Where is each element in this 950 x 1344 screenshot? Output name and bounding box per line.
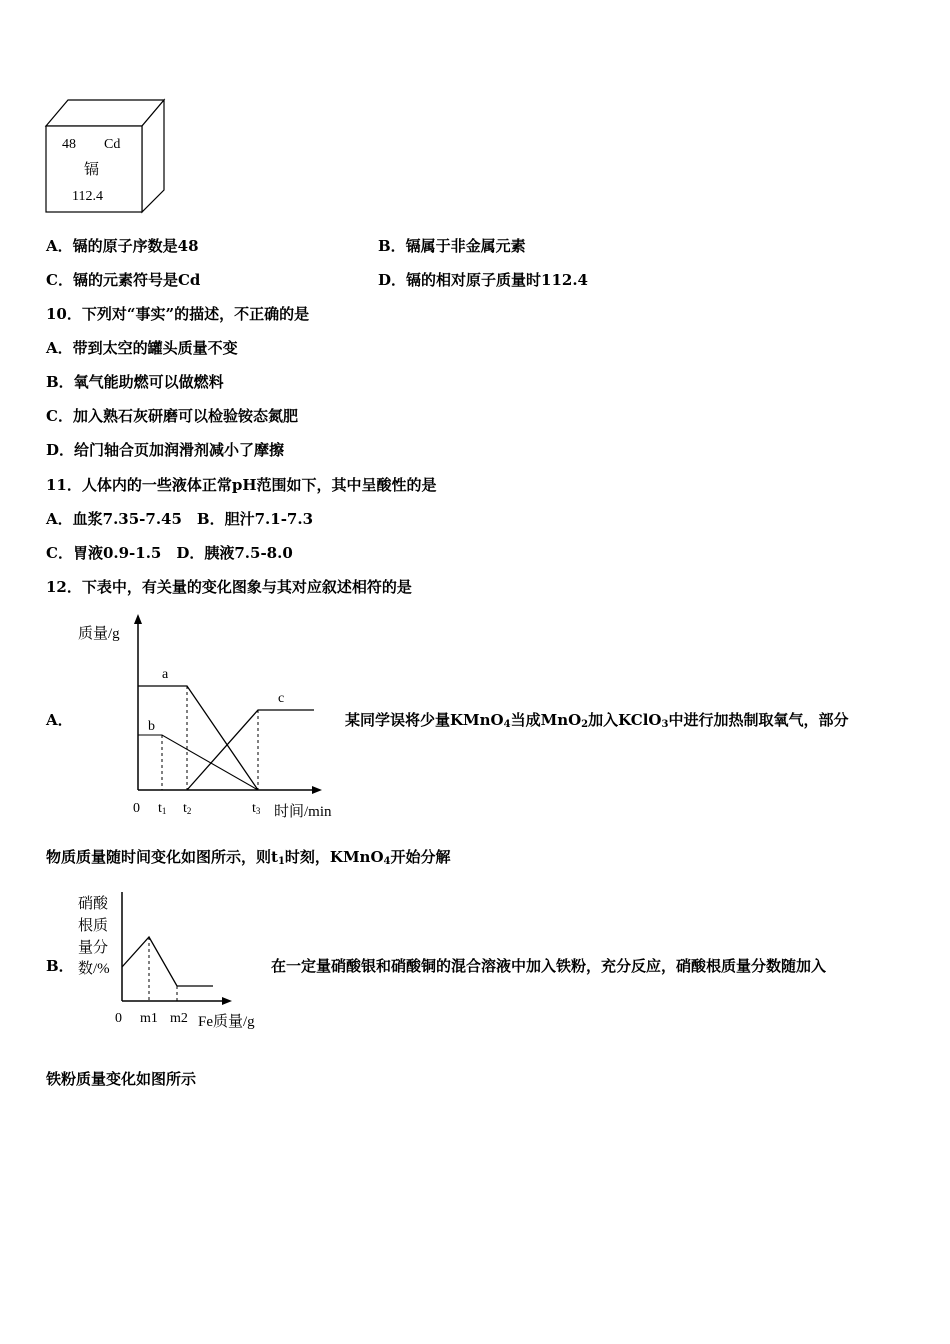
tick-t3: t3	[252, 801, 261, 816]
q10-option-b: B．氧气能助燃可以做燃料	[46, 373, 224, 391]
series-c-label: c	[278, 691, 285, 706]
tick-t2: t2	[183, 801, 192, 816]
q12-b-label: B．	[46, 957, 74, 975]
q9-option-a: A．镉的原子序数是48	[46, 237, 199, 255]
q12-b-text: 在一定量硝酸银和硝酸铜的混合溶液中加入铁粉，充分反应，硝酸根质量分数随加入	[271, 957, 827, 975]
q9-option-b: B．镉属于非金属元素	[378, 237, 526, 255]
chart-b-ylabel-1: 硝酸	[78, 896, 109, 912]
q12-a-text: 某同学误将少量KMnO$_4$当成MnO$_2$加入KClO$_3$中进行加热制取氧气，部分	[345, 711, 849, 730]
q12-stem: 12．下表中，有关量的变化图象与其对应叙述相符的是	[46, 578, 412, 596]
chart-b-xlabel: Fe质量/g	[198, 1014, 255, 1030]
tick-m2: m2	[170, 1011, 188, 1026]
chart-a-ylabel: 质量/g	[78, 626, 120, 642]
tick-t1: t1	[158, 801, 167, 816]
q12-a-label: A．	[46, 711, 73, 729]
chart-b-x-arrow	[222, 997, 232, 1005]
q11-stem: 11．人体内的一些液体正常pH范围如下，其中呈酸性的是	[46, 476, 437, 494]
element-symbol: Cd	[104, 137, 121, 152]
q10-option-d: D．给门轴合页加润滑剂减小了摩擦	[46, 441, 285, 459]
element-number: 48	[62, 137, 76, 152]
q10-stem: 10．下列对“事实”的描述，不正确的是	[46, 305, 310, 323]
q9-option-c: C．镉的元素符号是Cd	[46, 271, 201, 289]
q12-a-text-cont: 物质质量随时间变化如图所示，则$t_1$时刻，KMnO$_4$开始分解	[46, 848, 451, 867]
chart-b-ylabel-4: 数/%	[78, 961, 110, 977]
chart-b	[72, 888, 272, 1036]
q9-option-d: D．镉的相对原子质量时112.4	[378, 271, 588, 289]
chart-a	[70, 612, 350, 824]
series-b-label: b	[148, 719, 155, 734]
q11-options-cd: C．胃液0.9-1.5 D．胰液7.5-8.0	[46, 544, 293, 562]
q11-options-ab: A．血浆7.35-7.45 B．胆汁7.1-7.3	[46, 510, 314, 528]
series-a-label: a	[162, 667, 169, 682]
series-a-line	[138, 686, 258, 790]
element-card	[40, 96, 170, 218]
chart-a-x-arrow	[312, 786, 322, 794]
chart-a-xlabel: 时间/min	[274, 804, 332, 820]
q10-option-c: C．加入熟石灰研磨可以检验铵态氮肥	[46, 407, 298, 425]
nitrate-fraction-line	[122, 937, 213, 986]
chart-a-y-arrow	[134, 614, 142, 624]
tick-b-0: 0	[115, 1011, 122, 1026]
q10-option-a: A．带到太空的罐头质量不变	[46, 339, 238, 357]
element-mass: 112.4	[72, 189, 103, 204]
chart-b-ylabel-2: 根质	[78, 918, 109, 934]
chart-b-ylabel-3: 量分	[78, 940, 109, 956]
tick-m1: m1	[140, 1011, 158, 1026]
q12-b-text-cont: 铁粉质量变化如图所示	[46, 1070, 197, 1088]
tick-0: 0	[133, 801, 140, 816]
element-name: 镉	[84, 162, 100, 178]
